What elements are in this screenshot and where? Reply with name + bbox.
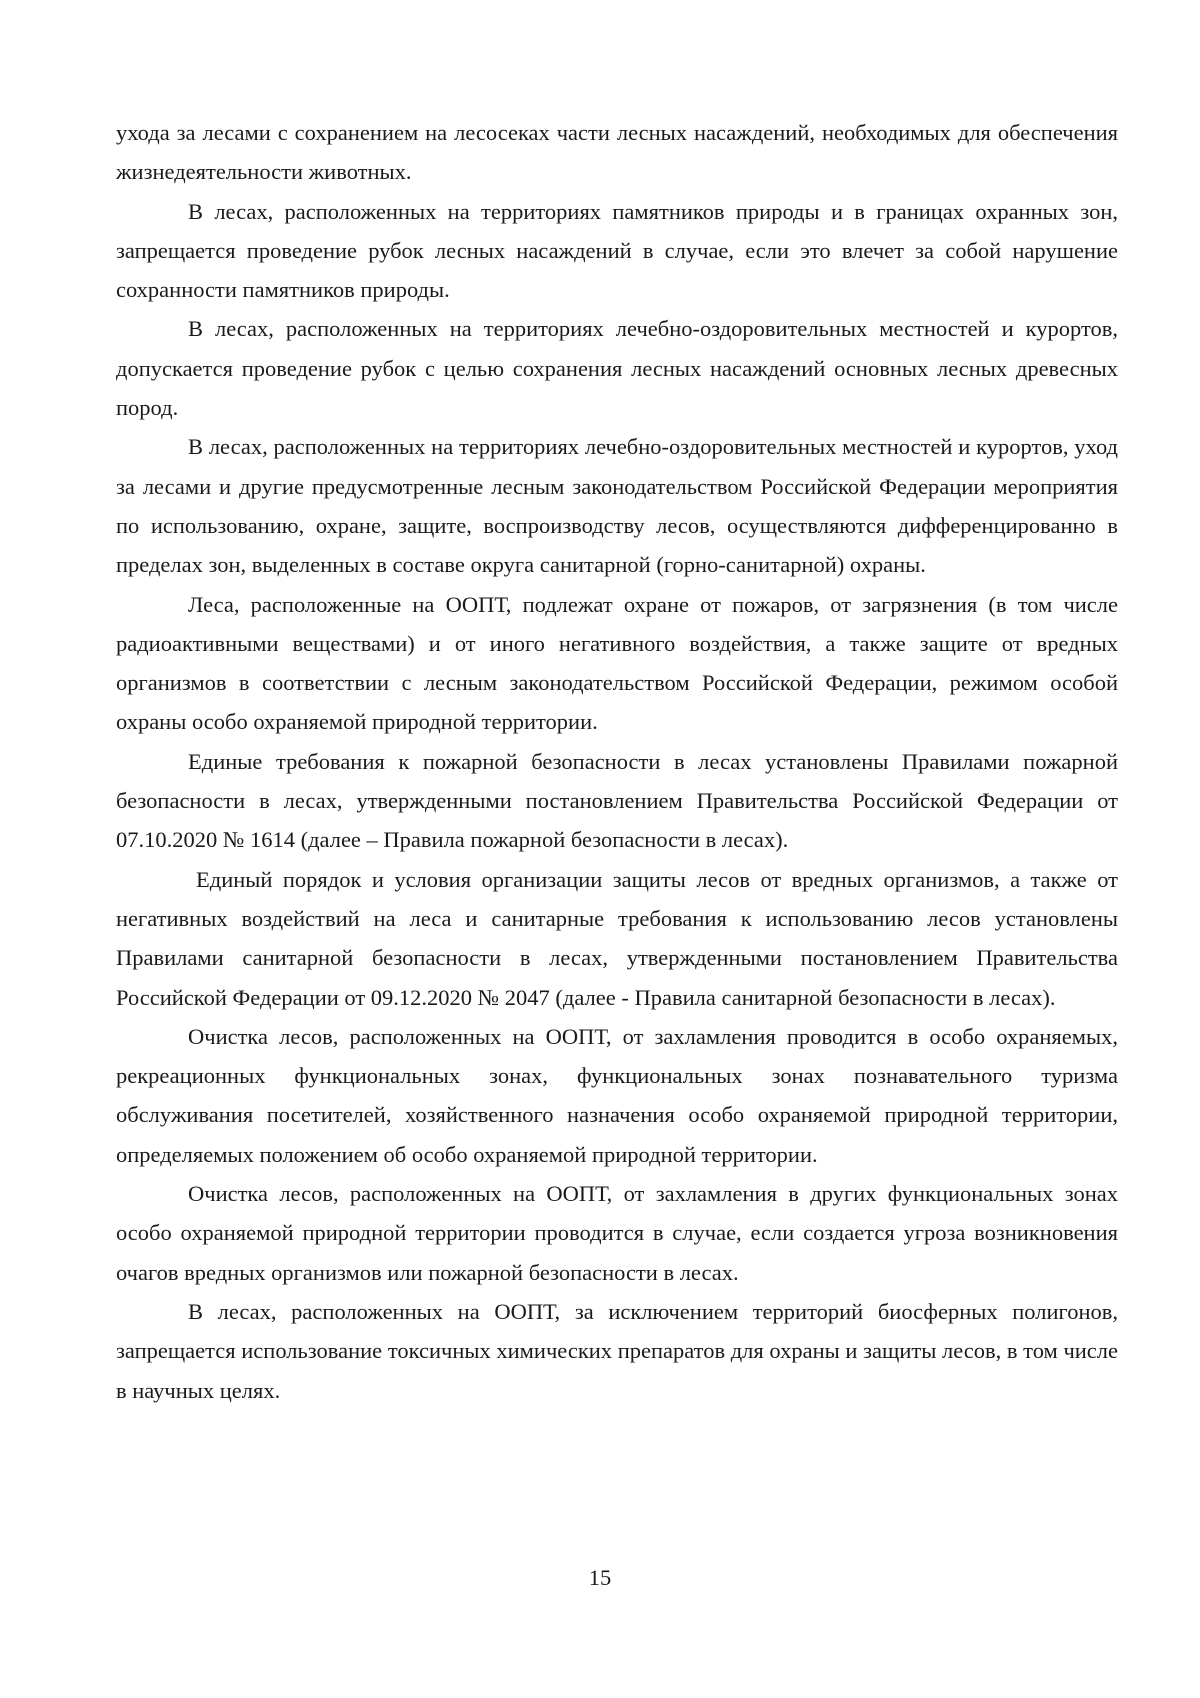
paragraph-chemicals-ban: В лесах, расположенных на ООПТ, за исключением территорий биосферных полигонов, запрещается использование токсичных химических препаратов для охраны и защиты лесов, в том числе в научных целях.: [116, 1298, 1118, 1403]
paragraph-cleaning-other-zones: Очистка лесов, расположенных на ООПТ, от захламления в других функциональных зонах особо охраняемой природной территории проводится в случае, если создается угроза возникновения очагов вредных организмов или пожарной безопасности в лесах.: [116, 1181, 1118, 1285]
paragraph-fire-safety: Единые требования к пожарной безопасности в лесах установлены Правилами пожарной безопасности в лесах, утвержденными постановлением Правительства Российской Федерации от 07.10.2020 № 1614 (далее – Правила пожарной безопасности в лесах).: [116, 748, 1118, 853]
paragraph-continuation: ухода за лесами с сохранением на лесосеках части лесных насаждений, необходимых для обеспечения жизнедеятельности животных.: [116, 120, 1118, 185]
paragraph-resort-felling: В лесах, расположенных на территориях лечебно-оздоровительных местностей и курортов, допускается проведение рубок с целью сохранения лесных насаждений основных лесных древесных пород.: [116, 316, 1118, 421]
paragraph-nature-monuments: В лесах, расположенных на территориях памятников природы и в границах охранных зон, запрещается проведение рубок лесных насаждений в случае, если это влечет за собой нарушение сохранности памятников природы.: [116, 198, 1118, 303]
document-body: [116, 113, 1118, 1410]
paragraph-sanitary-safety: Единый порядок и условия организации защиты лесов от вредных организмов, а также от негативных воздействий на леса и санитарные требования к использованию лесов установлены Правилами санитарной безопасности в лесах, утвержденными постановлением Правительства Российской Федерации от 09.12.2020 № 2047 (далее - Правила санитарной безопасности в лесах).: [116, 866, 1118, 1010]
page-number: 15: [588, 1565, 612, 1590]
paragraph-cleaning-zones: Очистка лесов, расположенных на ООПТ, от захламления проводится в особо охраняемых, рекреационных функциональных зонах, функциональных зонах познавательного туризма обслуживания посетителей, хозяйственного назначения особо охраняемой природной территории, определяемых положением об особо охраняемой природной территории.: [116, 1023, 1118, 1167]
paragraph-resort-forest-care: В лесах, расположенных на территориях лечебно-оздоровительных местностей и курортов, уход за лесами и другие предусмотренные лесным законодательством Российской Федерации мероприятия по использованию, охране, защите, воспроизводству лесов, осуществляются дифференцированно в пределах зон, выделенных в составе округа санитарной (горно-санитарной) охраны.: [116, 434, 1118, 578]
paragraph-protection: Леса, расположенные на ООПТ, подлежат охране от пожаров, от загрязнения (в том числе радиоактивными веществами) и от иного негативного воздействия, а также защите от вредных организмов в соответствии с лесным законодательством Российской Федерации, режимом особой охраны особо охраняемой природной территории.: [116, 591, 1118, 735]
